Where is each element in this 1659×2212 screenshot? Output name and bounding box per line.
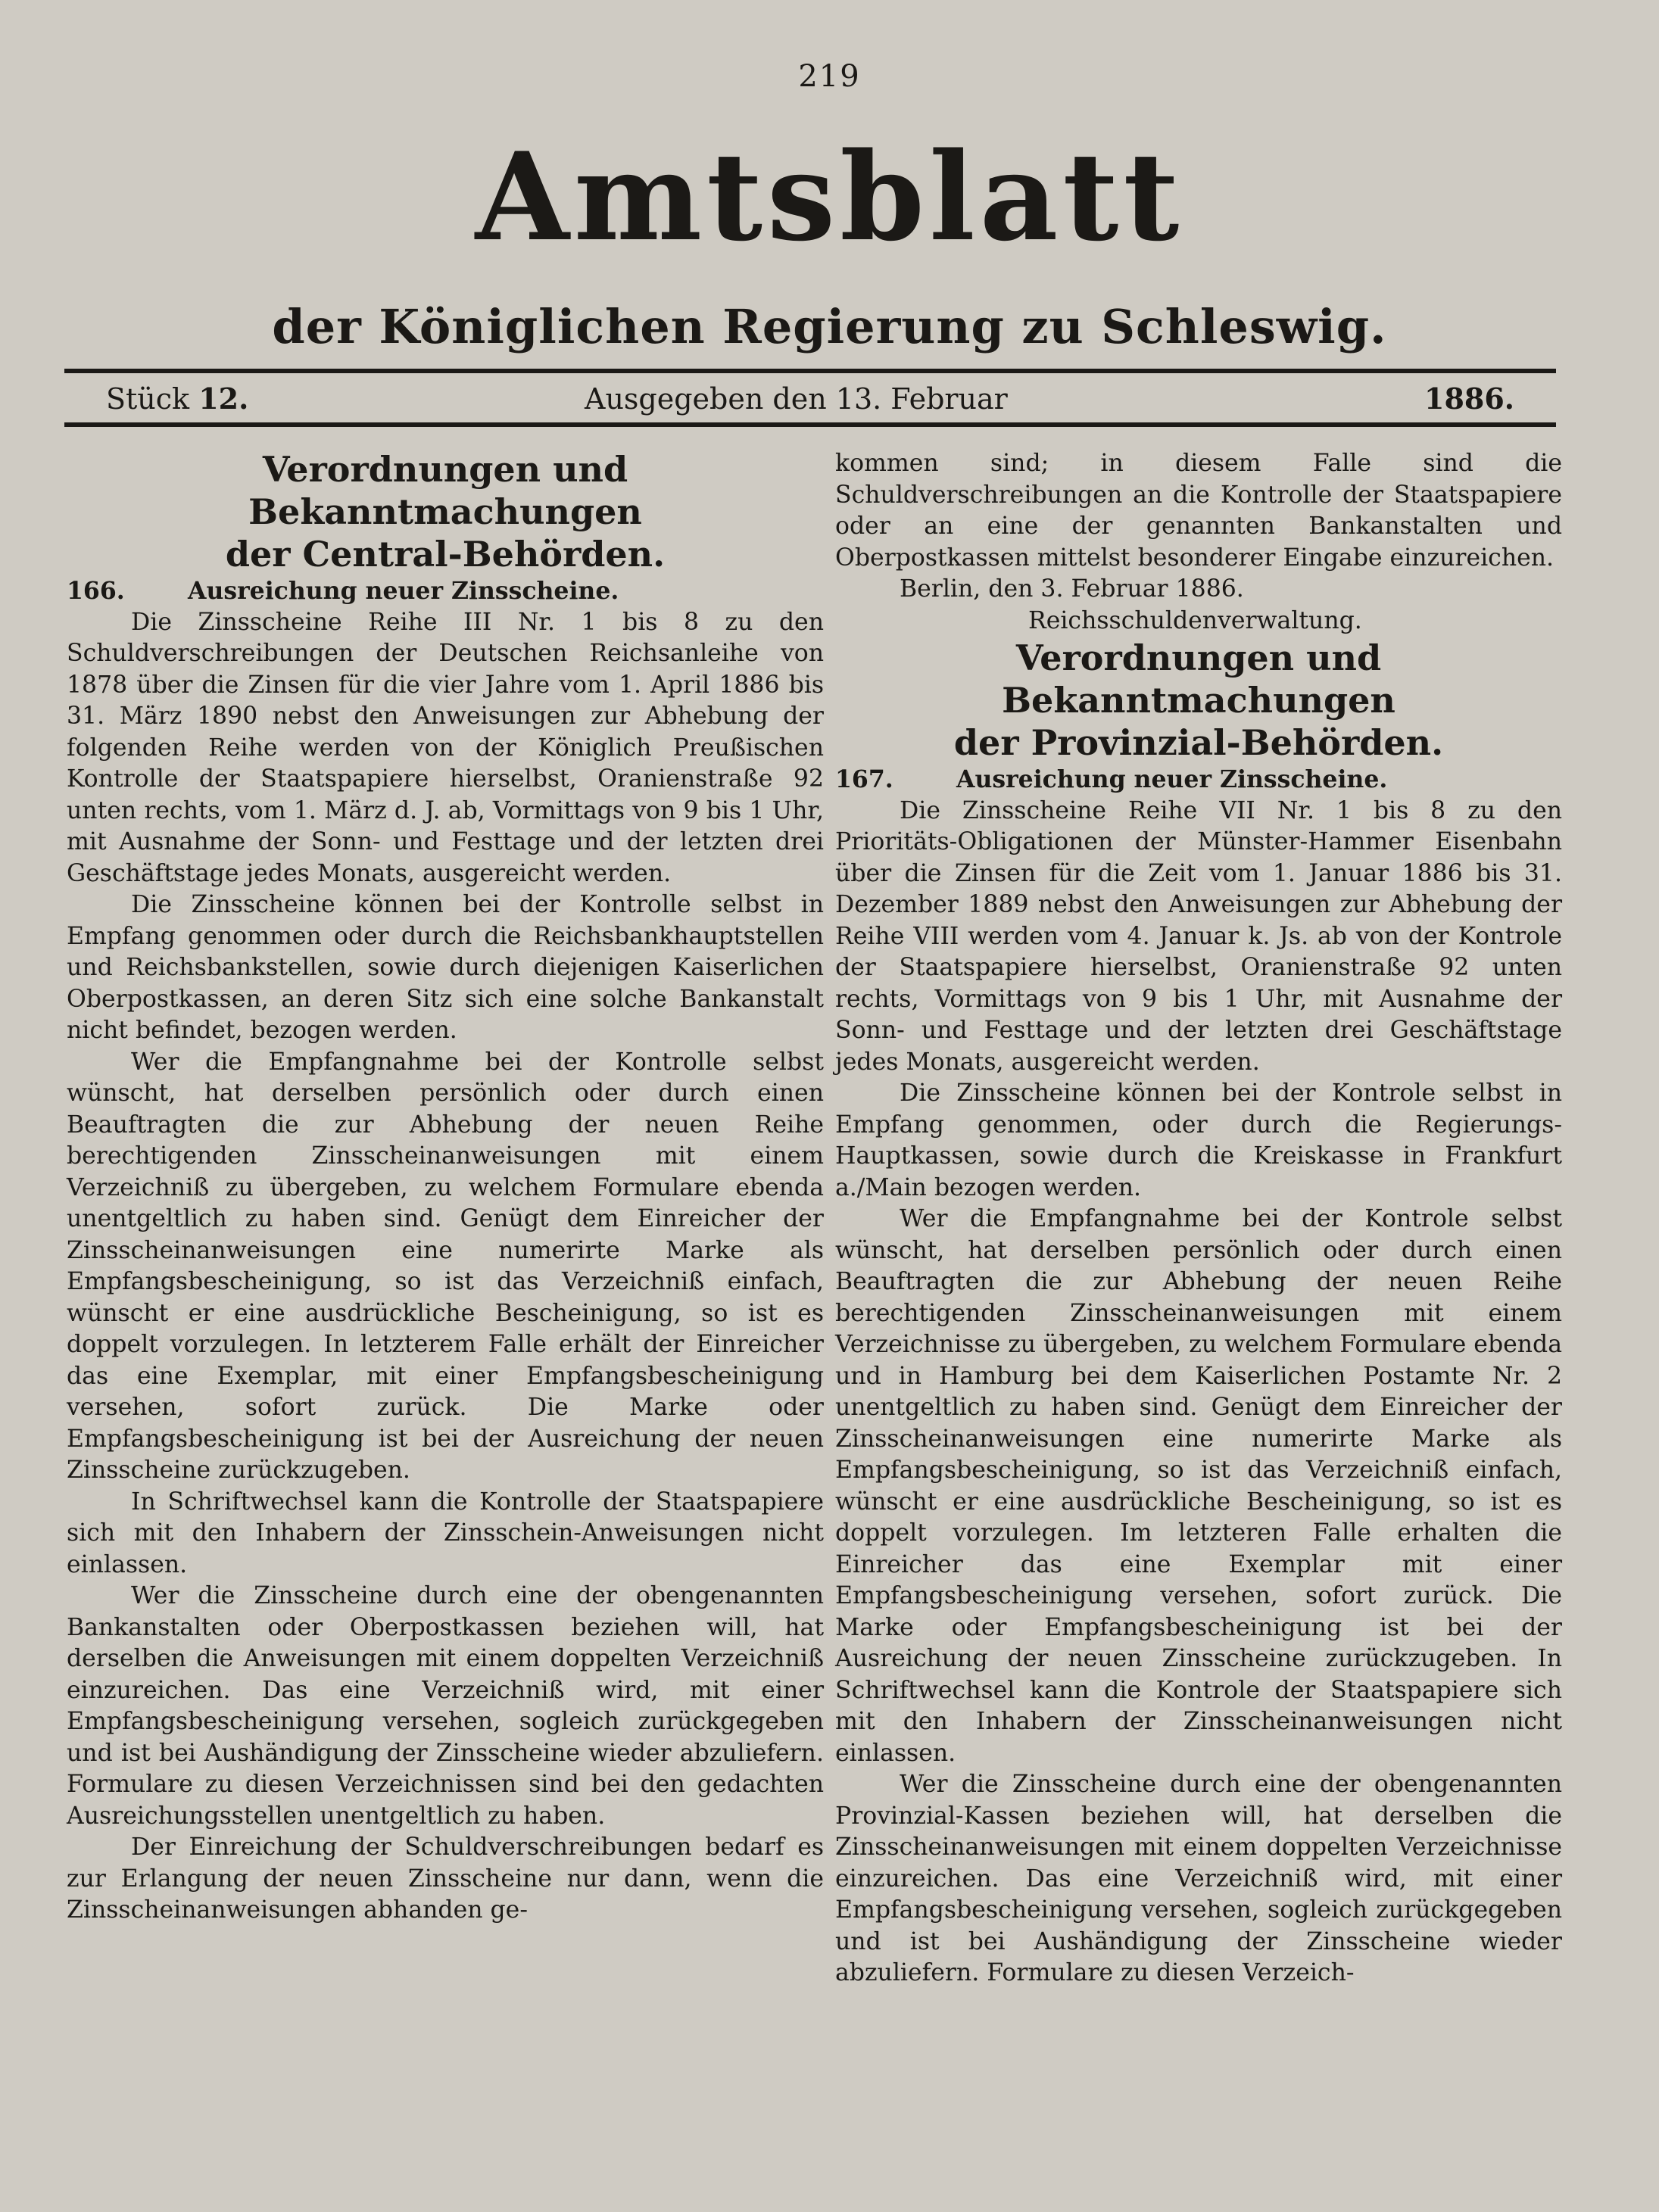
section-title: der Provinzial-Behörden.	[953, 722, 1444, 763]
publication-title: Amtsblatt	[475, 126, 1184, 268]
paragraph: Wer die Zinsscheine durch eine der obengenannten Provinzial-Kassen beziehen will, hat derselben die Zinsscheinanweisungen mit einem doppelten Verzeichnisse einzureichen. Das eine Verzeichniß wird, mit einer Empfangsbescheinigung versehen, sogleich zurückgegeben und ist bei Aushändigung der Zinsscheine wieder abzuliefern. Formulare zu diesen Verzeich-	[835, 1771, 1562, 1986]
paragraph: Die Zinsscheine können bei der Kontrolle selbst in Empfang genommen oder durch die Reichsbankhauptstellen und Reichsbankstellen, sowie durch diejenigen Kaiserlichen Oberpostkassen, an deren Sitz sich eine solche Bankanstalt nicht befindet, bezogen werden.	[67, 891, 824, 1044]
article-title: Ausreichung neuer Zinsscheine.	[188, 577, 619, 605]
issue-number-value: 12.	[198, 382, 249, 416]
issue-number-label: Stück	[106, 382, 190, 416]
page-number: 219	[798, 59, 861, 94]
section-title: der Central-Behörden.	[225, 534, 666, 575]
issue-date: Ausgegeben den 13. Februar	[585, 382, 1008, 416]
paragraph: Die Zinsscheine können bei der Kontrole selbst in Empfang genommen, oder durch die Regierungs-Hauptkassen, sowie durch die Kreiskasse in Frankfurt a./Main bezogen werden.	[835, 1080, 1562, 1201]
right-column	[835, 448, 1562, 1989]
left-column	[67, 448, 824, 1927]
article-title: Ausreichung neuer Zinsscheine.	[956, 765, 1388, 793]
paragraph: Wer die Zinsscheine durch eine der obengenannten Bankanstalten oder Oberpostkassen beziehen will, hat derselben die Anweisungen mit einem doppelten Verzeichniß einzureichen. Das eine Verzeichniß wird, mit einer Empfangsbescheinigung versehen, sogleich zurückgegeben und ist bei Aushändigung der Zinsscheine wieder abzuliefern. Formulare zu diesen Verzeichnissen sind bei den gedachten Ausreichungsstellen unentgeltlich zu haben.	[67, 1582, 824, 1830]
paragraph: In Schriftwechsel kann die Kontrolle der Staatspapiere sich mit den Inhabern der Zinsschein-Anweisungen nicht einlassen.	[67, 1488, 824, 1578]
article-heading	[835, 764, 1562, 796]
paragraph-continuation: kommen sind; in diesem Falle sind die Schuldverschreibungen an die Kontrolle der Staatspapiere oder an eine der genannten Bankanstalten und Oberpostkassen mittelst besonderer Eingabe einzureichen.	[835, 450, 1562, 572]
paragraph: Die Zinsscheine Reihe VII Nr. 1 bis 8 zu den Prioritäts-Obligationen der Münster-Hammer Eisenbahn über die Zinsen für die Zeit vom 1. Januar 1886 bis 31. Dezember 1889 nebst den Anweisungen zur Abhebung der Reihe VIII werden vom 4. Januar k. Js. ab von der Kontrole der Staatspapiere hierselbst, Oranienstraße 92 unten rechts, Vormittags von 9 bis 1 Uhr, mit Ausnahme der Sonn- und Festtage und der letzten drei Geschäftstage jedes Monats, ausgereicht werden.	[835, 796, 1562, 1076]
header-rule-bottom	[64, 422, 1556, 427]
paragraph: Wer die Empfangnahme bei der Kontrolle selbst wünscht, hat derselben persönlich oder durch einen Beauftragten die zur Abhebung der neuen Reihe berechtigenden Zinsscheinanweisungen mit einem Verzeichniß zu übergeben, zu welchem Formulare ebenda unentgeltlich zu haben sind. Genügt dem Einreicher der Zinsscheinanweisungen eine numerirte Marke als Empfangsbescheinigung, so ist das Verzeichniß einfach, wünscht er eine ausdrückliche Bescheinigung, so ist es doppelt vorzulegen. In letzterem Falle erhält der Einreicher das eine Exemplar, mit einer Empfangsbescheinigung versehen, sofort zurück. Die Marke oder Empfangsbescheinigung ist bei der Ausreichung der neuen Zinsscheine zurückzugeben.	[67, 1048, 824, 1484]
article-number: 167.	[835, 765, 893, 793]
issue-year: 1886.	[1424, 382, 1514, 416]
article-number: 166.	[67, 577, 125, 605]
paragraph: Wer die Empfangnahme bei der Kontrole selbst wünscht, hat derselben persönlich oder durch einen Beauftragten die zur Abhebung der neuen Reihe berechtigenden Zinsscheinanweisungen mit einem Verzeichnisse zu übergeben, zu welchem Formulare ebenda und in Hamburg bei dem Kaiserlichen Postamte Nr. 2 unentgeltlich zu haben sind. Genügt dem Einreicher der Zinsscheinanweisungen eine numerirte Marke als Empfangsbescheinigung, so ist das Verzeichniß einfach, wünscht er eine ausdrückliche Bescheinigung, so ist es doppelt vorzulegen. Im letzteren Falle erhalten die Einreicher das eine Exemplar mit einer Empfangsbescheinigung versehen, sofort zurück. Die Marke oder Empfangsbescheinigung ist bei der Ausreichung der neuen Zinsscheine zurückzugeben. In Schriftwechsel kann die Kontrole der Staatspapiere sich mit den Inhabern der Zinsscheinanweisungen nicht einlassen.	[835, 1205, 1562, 1767]
section-title: Verordnungen und Bekanntmachungen	[1002, 637, 1395, 721]
section-title: Verordnungen und Bekanntmachungen	[248, 449, 642, 532]
paragraph: Der Einreichung der Schuldverschreibungen bedarf es zur Erlangung der neuen Zinsscheine nur dann, wenn die Zinsscheinanweisungen abhanden ge-	[67, 1833, 824, 1924]
publication-subtitle: der Königlichen Regierung zu Schleswig.	[272, 299, 1387, 354]
signature-authority: Reichsschuldenverwaltung.	[1028, 606, 1362, 634]
paragraph: Die Zinsscheine Reihe III Nr. 1 bis 8 zu den Schuldverschreibungen der Deutschen Reichsanleihe von 1878 über die Zinsen für die vier Jahre vom 1. April 1886 bis 31. März 1890 nebst den Anweisungen zur Abhebung der folgenden Reihe werden von der Königlich Preußischen Kontrolle der Staatspapiere hierselbst, Oranienstraße 92 unten rechts, vom 1. März d. J. ab, Vormittags von 9 bis 1 Uhr, mit Ausnahme der Sonn- und Festtage und der letzten drei Geschäftstage jedes Monats, ausgereicht werden.	[67, 608, 824, 887]
article-heading	[67, 575, 824, 607]
header-rule-top	[64, 369, 1556, 373]
signature-date: Berlin, den 3. Februar 1886.	[900, 575, 1244, 603]
issue-number	[106, 382, 248, 416]
